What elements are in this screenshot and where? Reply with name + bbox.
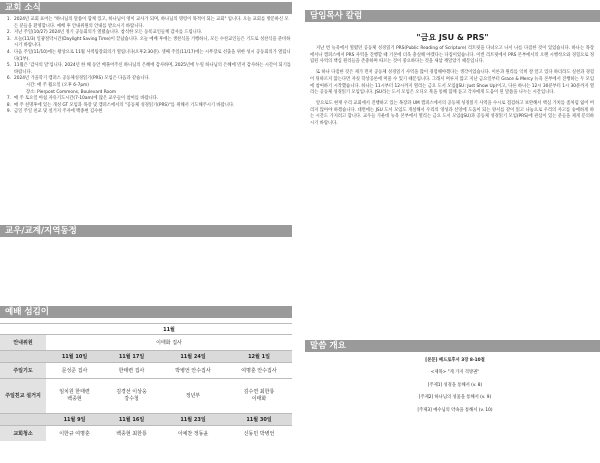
news-item — [2, 30, 292, 37]
prayer-cell: 박병언 안수집사 — [160, 363, 226, 379]
sermon-outline — [380, 355, 530, 417]
cleaning-label: 교회청소 — [0, 426, 46, 442]
cleaning-cell: 이한규 여명훈 — [46, 426, 103, 442]
news-text: 시간: 매 주 월요일 (오후 6-7pm) — [26, 82, 89, 88]
news-text: 매 주 토요일 아침 자유기도시간(7-10am)에 많은 교우들이 참여를 바랍니다. — [14, 96, 159, 102]
news-item — [2, 17, 292, 30]
date-cell: 11월 16일 — [103, 414, 160, 426]
prayer-label: 주일기도 — [0, 363, 46, 379]
service-schedule-table — [0, 323, 292, 441]
prayer-cell: 한태련 집사 — [103, 363, 160, 379]
date-cell: 12월 1일 — [226, 351, 292, 363]
cleaning-cell: 이예찬 정동윤 — [160, 426, 226, 442]
schedule-corner — [0, 324, 46, 335]
news-number: 1. — [6, 17, 11, 22]
news-text: 2024년 교회 표어는 "하나님의 말씀이 함께 있고, 하나님이 영이 교사가 되며, 하나님의 명령이 목적이 되는 교회" 입니다. 오늘 교회를 방문하신 모든 분들을 환영합니다. 예배 후 안내위원의 안내를 받으시기 바랍니다. — [14, 17, 289, 29]
ministry-header: 교우/교계/지역동정 — [0, 225, 292, 237]
news-item — [2, 76, 292, 83]
news-list — [2, 17, 292, 116]
date-cell: 11월 17일 — [103, 351, 160, 363]
news-item — [2, 83, 292, 90]
news-text: 매 주 친명후에 있는 개성 GT 모임과 목장 및 캠퍼스에서의 "공동체 성경읽기(PRS)"를 위해서 기도해주시기 바랍니다. — [14, 102, 235, 108]
meal-cell: 김수연 최한룡 이태화 — [226, 379, 292, 414]
guide-name: 이태화 집사 — [46, 335, 292, 351]
news-number: 7. — [6, 96, 11, 102]
meal-cell: 김경선 이상웅 강수청 — [103, 379, 160, 414]
sermon-point: [주제2] 하나님의 성품을 통해서 (v. 9) — [418, 395, 492, 401]
news-number: 9. — [6, 109, 11, 115]
date-cell: 11월 23일 — [160, 414, 226, 426]
news-text: 지난 주일(10/27) 2024년 정기 공동회의가 열렸습니다. 참석한 모든 동록교인들께 감사를 드립니다. — [14, 30, 203, 36]
news-number: 6. — [6, 76, 11, 82]
cleaning-cell: 신동민 박병언 — [226, 426, 292, 442]
meal-cell: 정년부 — [160, 379, 226, 414]
news-number: 2. — [6, 30, 11, 36]
news-number: 3. — [6, 36, 11, 42]
cleaning-cell: 백종현 최한룡 — [103, 426, 160, 442]
column-paragraph: 지난 번 뉴욕에서 열렸던 공동체 성경읽기 PRS(Public Reading of Scripture) 리트릿을 다녀오고 나서 나름 다짐한 것이 있었습니다. 하나는 목장에서나 캠퍼스에서 PRS 사역을 진행할 때 기본에 더욱 충실해 야겠다는 다짐이었습니다. 이번 리트릿에서 PRS 본부에서의 오랜 시행착오와 경험으로 정립된 사역의 핵심 원리들을 존중하며 따르는 것이 중요하다는 것을 새삼 깨달았기 때문입니다. — [310, 46, 594, 65]
sermon-point: [주제3] 예수님의 약속을 통해서 (v. 10) — [417, 407, 493, 413]
prayer-cell: 문성준 집사 — [46, 363, 103, 379]
date-row-corner — [0, 351, 46, 363]
news-item — [2, 50, 292, 63]
sermon-text: [본문] 베드로후서 3장 8-10절 — [425, 358, 485, 363]
date-cell: 11월 10일 — [46, 351, 103, 363]
news-header: 교회 소식 — [0, 2, 292, 14]
date-cell: 11월 30일 — [226, 414, 292, 426]
news-item — [2, 109, 292, 116]
sermon-header: 말씀 개요 — [305, 340, 600, 352]
news-item — [2, 96, 292, 103]
column-header: 담임목사 칼럼 — [305, 10, 600, 22]
news-number: 5. — [6, 63, 11, 69]
prayer-cell: 여명훈 안수집사 — [226, 363, 292, 379]
schedule-month: 11월 — [46, 324, 292, 335]
date-cell: 11월 9일 — [46, 414, 103, 426]
column-paragraph: 또 하나 다짐한 것은 제가 먼저 공동체 성경읽기 사역을 많이 경험해야겠다는 생각이었습니다. 이론과 원리를 익히 잘 알고 있다 하더라도 실천과 경험이 뒤따르지 않는다면 자칫 학상공론에 머물 수 있기 때문입니다. 그래서 며루지 않고 지난 금요일부터 Grace & Mercy 뉴욕 본부에서 진행하는 두 모임에 참여하기 시작했습니다. 하나는 11시부터 12시까지 열리는 금요 도서 모임(JSU: Just Show Up)이고, 다른 하나는 12시 30분부터 1시 30분까지 열리는 공동체 성경읽기 모임입니다. JSU라는 도서 모임은 오디오 북을 통해 함께 듣고 각자에게 도움이 된 말씀을 나누는 시간입니다. — [310, 70, 594, 96]
news-text: 11월은 '감사의 달'입니다. 2024년 한 해 동안 베풀어주신 하나님의 은혜에 감사하며, 2025년에 누릴 하나님의 은혜에 먼저 감사하는 시간이 되기를 바랍니다. — [14, 63, 292, 75]
news-text: 장소: Pierpont Commons, Boulevard Room — [26, 89, 117, 95]
column-paragraph: 앞으로도 현재 우리 교회에서 진행하고 있는 목장과 UM 캠퍼스에서의 공동체 성경읽기 사역을 수시로 점검하고 보완해서 핵심 가치를 좀처럼 잃어 버리지 않아야 하겠습니다. 대면에는 JSU 도서 모임도 개설해서 우리의 영성과 신앙에 도움이 되는 양서를 같이 읽고 나눔으로 우리의 사고를 숭에하게 하는 시간도 가지려고 합니다. 교우들 가운데 뉴욕 본부에서 열리는 금요 도서 모임(JSU)과 공동체 성경읽기 모임(PRS)에 관심이 있는 분들을 제게 문의하시기 바랍니다. — [310, 100, 594, 127]
sermon-title: <제목> "게 가지 격방권" — [430, 370, 480, 376]
meal-label: 주일친교 설거지 — [0, 379, 46, 414]
date-cell: 11월 24일 — [160, 351, 226, 363]
news-text: 오늘(11/3) 일광절약시간(Daylight Saving Time)이 끝났습니다. 오늘 예배 후에는 생찬식을 거행하니, 모든 수찬교인들은 기도로 성찬식을 준비하시기 바랍니다. — [14, 36, 291, 49]
news-text: 다음 주일(11/10)에는 왕상으로 11월 사역팀장회의가 열립니다(오후2:30분). 셋째 주일(11/17)에는 시무장로 선출을 위한 성시 공동회의가 열립니다(1부). — [14, 49, 291, 62]
news-text: 2024년 가을학기 캠퍼스 공동체성경읽기(PRS) 모임은 다음과 같습니다. — [14, 76, 150, 82]
schedule-header: 예배 섬김이 — [0, 306, 292, 318]
sermon-point: [주제1] 성경을 통해서 (v. 8) — [427, 382, 483, 388]
guide-label: 안내위원 — [0, 335, 46, 351]
news-number: 8. — [6, 102, 11, 108]
news-number — [14, 83, 26, 90]
column-body — [310, 46, 594, 132]
date-row-corner — [0, 414, 46, 426]
news-item — [2, 37, 292, 50]
news-item — [2, 63, 292, 76]
column-title: "금요 JSU & PRS" — [416, 33, 489, 42]
meal-cell: 임치원 한태련 백종현 — [46, 379, 103, 414]
news-text: 금일 주일 친교 및 설거지 주자에 백종현 김수현 — [14, 109, 103, 115]
news-number: 4. — [6, 49, 11, 55]
